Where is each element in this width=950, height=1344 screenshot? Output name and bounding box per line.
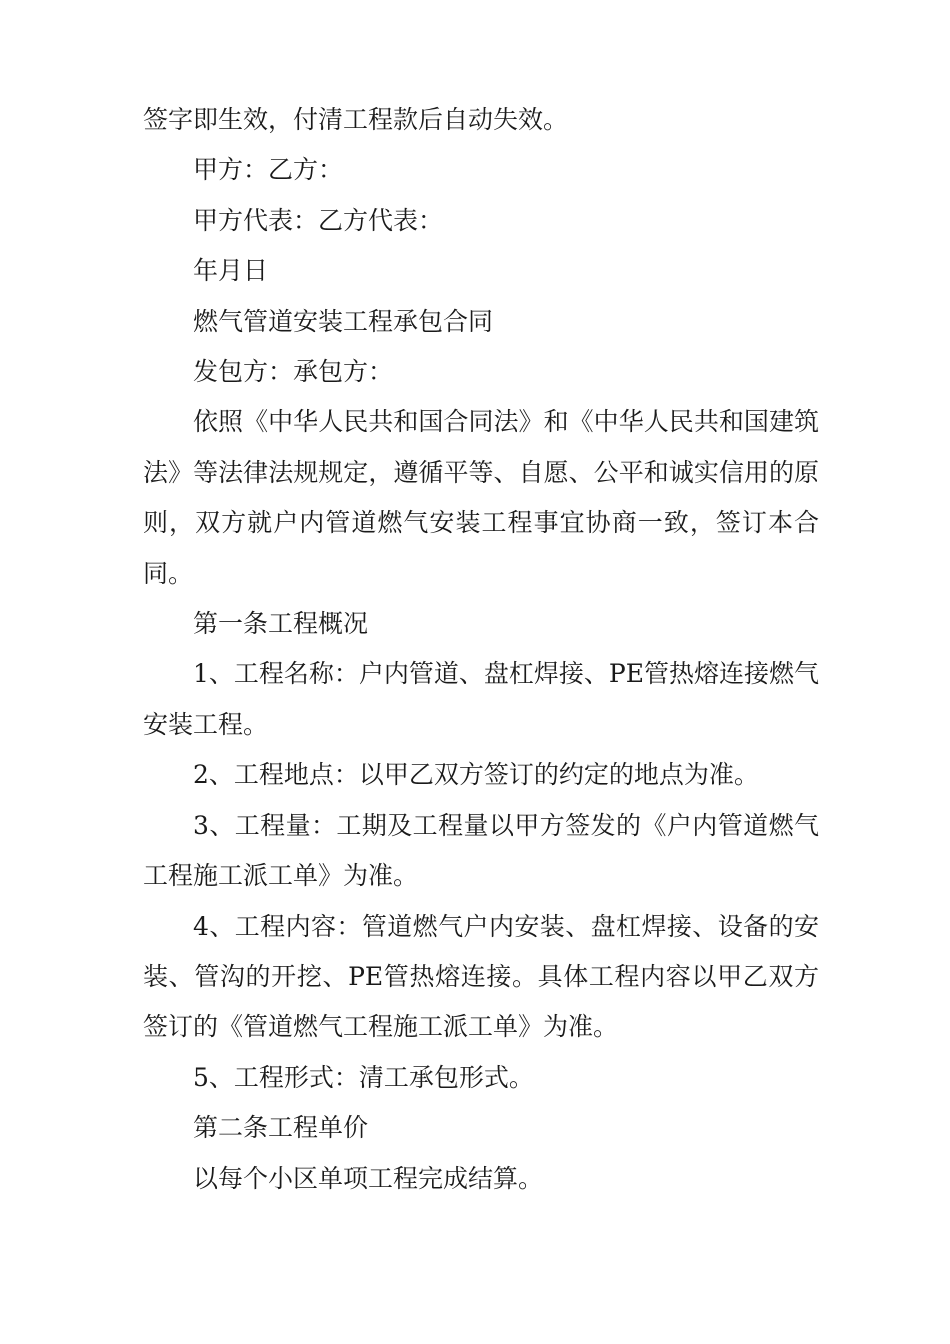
preamble-paragraph: 依照《中华人民共和国合同法》和《中华人民共和国建筑法》等法律法规规定，遵循平等、自愿、公平和诚实信用的原则，双方就户内管道燃气安装工程事宜协商一致，签订本合同。 <box>143 407 819 588</box>
signature-parties-line: 甲方：乙方： <box>193 155 344 185</box>
date-line: 年月日 <box>193 256 269 286</box>
clause-1-4: 4、工程内容：管道燃气户内安装、盘杠焊接、设备的安装、管沟的开挖、PE管热熔连接。具体工程内容以甲乙双方签订的《管道燃气工程施工派工单》为准。 <box>143 911 819 1042</box>
clause-1-5: 5、工程形式：清工承包形式。 <box>193 1062 534 1092</box>
clause-1-1: 1、工程名称：户内管道、盘杠焊接、PE管热熔连接燃气安装工程。 <box>143 659 819 739</box>
clause-1-2: 2、工程地点：以甲乙双方签订的约定的地点为准。 <box>193 760 759 790</box>
clause-2-text: 以每个小区单项工程完成结算。 <box>193 1163 544 1193</box>
article-heading-1: 第一条工程概况 <box>193 609 369 639</box>
document-body <box>143 95 819 1204</box>
signature-representatives-line: 甲方代表：乙方代表： <box>193 205 444 235</box>
paragraph-continuation: 签字即生效，付清工程款后自动失效。 <box>143 105 569 134</box>
article-heading-2: 第二条工程单价 <box>193 1113 369 1143</box>
clause-1-3: 3、工程量：工期及工程量以甲方签发的《户内管道燃气工程施工派工单》为准。 <box>143 810 819 891</box>
contract-title: 燃气管道安装工程承包合同 <box>193 306 494 336</box>
contract-parties-line: 发包方：承包方： <box>193 357 394 387</box>
